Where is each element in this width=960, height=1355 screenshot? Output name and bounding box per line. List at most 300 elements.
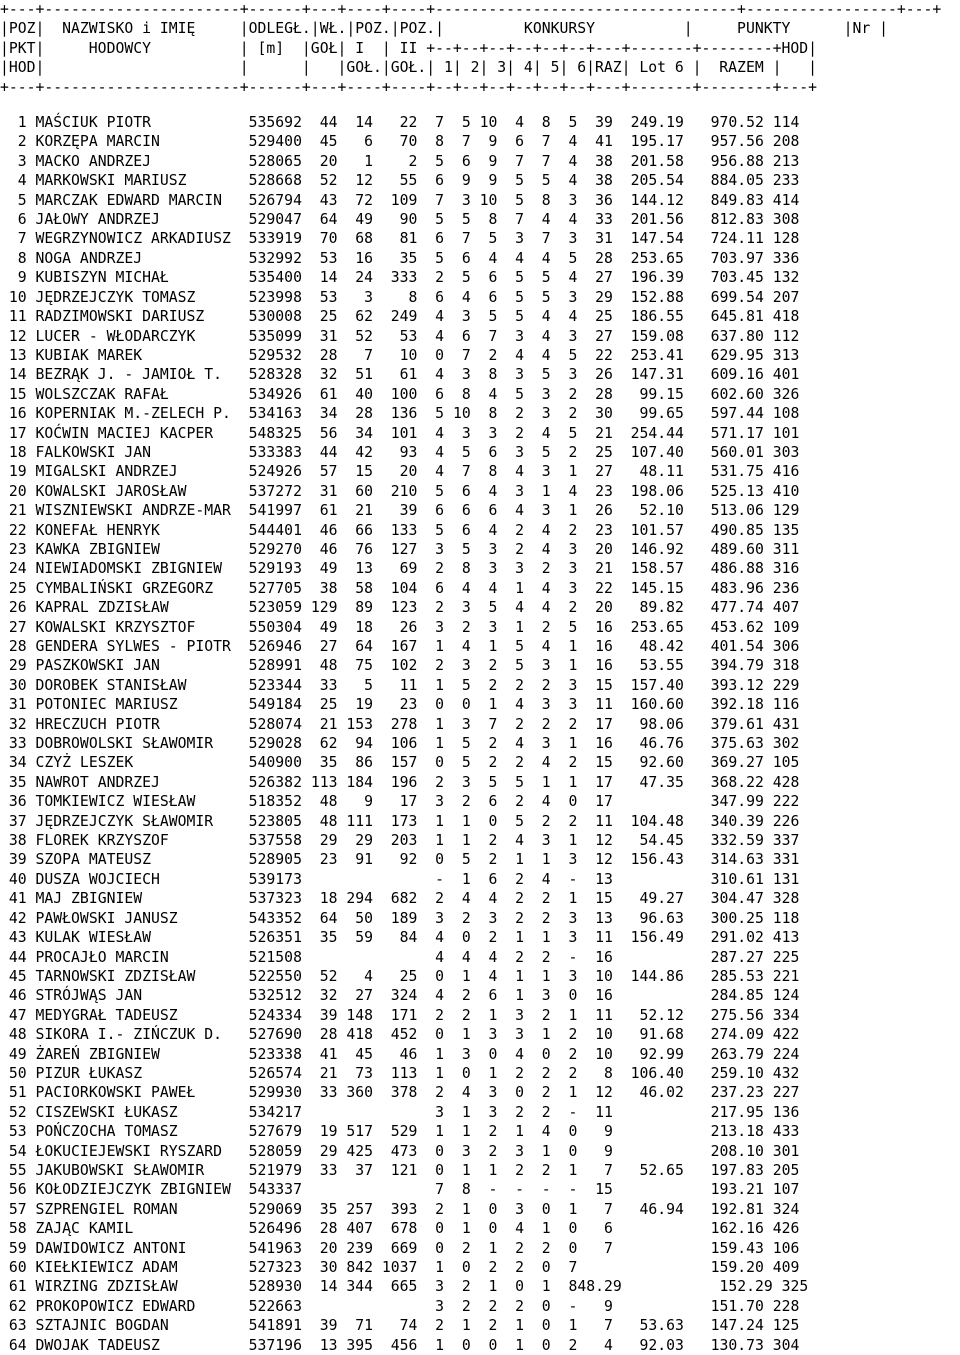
table-cell: 4 [0,172,36,190]
table-cell: 15 [577,890,613,908]
table-cell: 528991 [239,657,302,675]
table-cell: 560.01 [683,443,764,461]
table-cell: 522550 [239,967,302,985]
table-cell: 9 [470,133,498,151]
table-cell: 7 [337,346,374,364]
table-cell: 6 [417,230,445,248]
table-cell: 8 [470,463,498,481]
table-cell: 2 [470,735,498,753]
table-cell: 6 [417,288,445,306]
table-row [0,424,960,443]
table-cell: 5 [444,211,471,229]
breeder-name-cell: LUCER - WŁODARCZYK [35,327,240,345]
table-cell: 263.79 [683,1045,764,1063]
table-cell: 123 [373,599,418,617]
table-cell: 25 [301,696,338,714]
table-cell [302,1181,338,1198]
table-cell: 4 [497,1045,525,1063]
table-cell: 129 [763,502,800,520]
table-cell: 541997 [239,502,302,520]
table-cell: 3 [550,929,578,947]
table-cell: 524926 [239,463,302,481]
table-cell: 45 [337,1045,374,1063]
table-cell: 184 [337,773,374,791]
table-cell: 842 [337,1259,374,1276]
table-cell: 33 [0,735,36,753]
table-cell: 171 [373,1006,418,1024]
table-cell: 3 [497,1142,525,1160]
breeder-name-cell: DUSZA WOJCIECH [35,870,240,888]
table-cell: 4 [497,735,525,753]
table-cell: 7 [417,114,445,132]
breeder-name-cell: WEGRZYNOWICZ ARKADIUSZ [35,230,240,248]
table-cell [613,1220,684,1237]
table-cell: 529270 [239,540,302,558]
table-cell: 523344 [239,676,302,694]
table-cell: 173 [373,812,418,830]
table-cell: 1 [550,638,578,655]
table-cell: 5 [497,172,525,190]
breeder-name-cell: ŁOKUCIEJEWSKI RYSZARD [35,1142,240,1160]
table-cell: 393.12 [683,676,764,694]
table-cell: 1 [444,967,471,985]
table-cell: 158.57 [612,560,684,578]
table-cell: 10 [577,967,613,985]
table-cell: 4 [497,502,525,520]
table-cell: 75 [337,657,374,675]
table-cell: 4 [497,696,525,714]
table-cell: 4 [524,638,551,655]
table-cell: 543337 [239,1181,302,1199]
table-cell: 51 [0,1084,36,1102]
table-cell: 532992 [239,249,302,267]
table-cell: 28 [301,346,338,364]
table-cell [613,1143,684,1160]
table-cell: 35 [0,773,36,791]
table-cell: 2 [497,715,525,733]
table-cell: 2 [444,618,471,636]
table-cell: 3 [444,1045,471,1063]
table-cell: 3 [550,579,578,597]
breeder-name-cell: PAWŁOWSKI JANUSZ [35,909,240,927]
table-cell: 107.40 [612,443,684,461]
table-cell: 148 [337,1006,374,1024]
table-cell: 104 [373,579,418,597]
table-cell: 38 [577,172,613,190]
table-cell: 106 [763,1239,800,1257]
header-line: +---+----------------------+------+---+----+----+--+--+--+--+--+--+---+-------+--------+---+ [0,78,817,96]
table-cell: 2 [550,1026,578,1044]
table-cell: 699.54 [683,288,764,306]
table-cell: 5 [417,405,445,423]
table-cell: 64 [301,211,338,229]
table-row [0,1239,960,1258]
table-cell: 426 [763,1220,800,1238]
table-cell: 3 [444,657,471,675]
table-cell: 308 [763,211,800,229]
table-cell: 132 [763,269,800,287]
table-cell: 32 [301,987,338,1005]
table-cell: 5 [497,288,525,306]
table-cell: 483.96 [683,579,764,597]
table-cell: 52.10 [612,502,684,520]
table-cell: 23 [301,851,338,869]
table-cell: 6 [470,502,498,520]
table-cell: 1 [470,696,498,714]
table-cell: 1 [524,929,551,947]
table-cell: 18 [301,890,338,908]
table-cell: 1 [417,832,445,850]
table-cell: 1 [550,463,578,481]
table-cell: 2 [550,1336,578,1354]
table-row [0,715,960,734]
table-cell: 602.60 [683,385,764,403]
table-cell: 431 [763,715,800,733]
table-cell: 22 [373,114,418,132]
table-cell: 2 [497,870,525,888]
table-cell: 58 [337,579,374,597]
table-cell: 1 [524,482,551,500]
table-cell: 4 [417,366,445,384]
table-cell: 6 [444,521,471,539]
table-cell: 44 [301,114,338,132]
table-cell: 313 [763,346,800,364]
table-cell: 0 [417,696,445,714]
table-cell: 6 [417,502,445,520]
table-cell: 6 [417,172,445,190]
table-cell: 1 [497,1317,525,1335]
table-row [0,191,960,210]
table-cell: - [524,1181,551,1199]
table-cell: 301 [763,1142,800,1160]
table-cell: 93 [373,443,418,461]
table-cell: 6 [470,443,498,461]
table-row [0,1025,960,1044]
table-cell: 7 [524,230,551,248]
table-cell: 99.15 [612,385,684,403]
table-cell: 0 [550,1220,578,1238]
table-cell: 7 [577,1161,613,1179]
table-cell [337,1181,373,1198]
table-cell: 19 [337,696,374,714]
breeder-name-cell: WOLSZCZAK RAFAŁ [35,385,240,403]
table-cell [613,1240,684,1257]
table-cell: 6 [470,870,498,888]
table-cell: 25 [577,443,613,461]
table-cell: 3 [470,1103,498,1121]
breeder-name-cell: KOŁODZIEJCZYK ZBIGNIEW [35,1181,240,1199]
table-cell: 537196 [239,1336,302,1354]
table-cell: 66 [337,521,374,539]
table-cell: 229 [763,676,800,694]
table-cell: 7 [497,211,525,229]
table-cell: 27 [577,463,613,481]
table-cell: 224 [763,1045,800,1063]
table-cell: 2 [497,405,525,423]
table-cell: 0 [417,754,445,772]
table-cell: 513.06 [683,502,764,520]
breeder-name-cell: MEDYGRAŁ TADEUSZ [35,1006,240,1024]
table-row [0,249,960,268]
table-cell: 3 [550,230,578,248]
table-cell: 9 [470,152,498,170]
table-cell: 310.61 [683,870,764,888]
table-cell: 2 [497,1103,525,1121]
table-cell: 96.63 [612,909,684,927]
breeder-name-cell: CISZEWSKI ŁUKASZ [35,1103,240,1121]
table-cell [613,1104,684,1121]
table-cell: 5 [524,172,551,190]
table-cell: 2 [497,1239,525,1257]
table-cell: 6 [417,385,445,403]
table-cell: 1 [470,1239,498,1257]
table-cell: 4 [337,967,374,985]
table-cell: 14 [301,1278,338,1296]
table-cell: 28 [301,1220,338,1238]
table-cell: 39 [373,502,418,520]
table-row [0,385,960,404]
table-row [0,1142,960,1161]
table-cell: 3 [444,599,471,617]
table-cell: 16 [577,948,613,966]
table-cell: 8 [550,1278,578,1296]
table-cell: 104.48 [612,812,684,830]
table-cell: 5 [470,599,498,617]
table-cell [373,1181,417,1198]
table-cell: 597.44 [683,405,764,423]
table-cell: 4 [417,424,445,442]
table-cell: 31 [301,482,338,500]
table-cell: 527323 [239,1259,302,1276]
table-cell: 369.27 [683,754,764,772]
table-cell: 46.02 [612,1084,684,1102]
table-cell: 3 [550,366,578,384]
table-cell: 28 [0,638,36,655]
table-cell: 157.40 [612,676,684,694]
table-cell: 3 [497,1006,525,1024]
table-row [0,1316,960,1335]
table-cell: 3 [524,385,551,403]
table-cell: 0 [524,1200,551,1218]
table-cell: - [497,1181,525,1199]
table-cell: 33 [301,1084,338,1102]
table-cell: 526794 [239,191,302,209]
table-cell: 4 [524,327,551,345]
table-cell: 1 [444,1200,471,1218]
table-cell: 36 [577,191,613,209]
table-cell: 61 [301,502,338,520]
table-cell: 3 [417,909,445,927]
table-cell: 94 [337,735,374,753]
table-cell: 0 [550,793,578,811]
table-cell: 525.13 [683,482,764,500]
table-cell: 5 [470,230,498,248]
table-cell: 4 [497,346,525,364]
table-cell: 1 [417,715,445,733]
table-cell: 535692 [239,114,302,132]
breeder-name-cell: FLOREK KRZYSZOF [35,832,240,850]
table-cell: 195.17 [612,133,684,151]
table-cell [613,1259,684,1276]
table-cell: 147.54 [612,230,684,248]
table-cell: 4 [550,308,578,326]
table-cell: 528668 [239,172,302,190]
table-cell: 2 [417,599,445,617]
table-cell: 2 [470,1142,498,1160]
table-cell: 4 [417,929,445,947]
table-cell: 36 [0,793,36,811]
table-cell: 11 [577,929,613,947]
table-cell: 410 [763,482,800,500]
breeder-name-cell: POŃCZOCHA TOMASZ [35,1123,240,1141]
table-cell: 114 [763,114,800,132]
table-cell: 222 [763,793,800,811]
table-cell: 678 [373,1220,418,1238]
table-cell: 3 [550,288,578,306]
table-cell: 64 [0,1336,36,1354]
table-row [0,812,960,831]
table-cell: 2 [497,793,525,811]
table-cell: 528328 [239,366,302,384]
table-cell: 2 [497,521,525,539]
table-cell: 8 [373,288,418,306]
breeder-name-cell: PIZUR ŁUKASZ [35,1064,240,1082]
table-cell: 7 [577,1200,613,1218]
table-cell: 2 [497,1259,525,1276]
table-cell: 47.35 [612,773,684,791]
table-cell: 53 [0,1123,36,1141]
table-cell: 16 [337,249,374,267]
table-cell: 201.58 [612,152,684,170]
breeder-name-cell: KUBIAK MAREK [35,346,240,364]
table-cell: 38 [0,832,36,850]
breeder-name-cell: MAŚCIUK PIOTR [35,114,240,132]
table-cell: 609.16 [683,366,764,384]
table-cell: 210 [373,482,418,500]
table-cell: 118 [763,909,800,927]
table-cell: 35 [373,249,418,267]
table-cell: 0 [417,1026,445,1044]
table-cell: 56 [301,424,338,442]
table-row [0,443,960,462]
table-cell [302,1298,338,1315]
table-cell: 529028 [239,735,302,753]
table-cell: 347.99 [683,793,764,811]
table-row [0,462,960,481]
breeder-name-cell: SIKORA I.- ZIŃCZUK D. [35,1026,240,1044]
table-cell: 2 [470,1123,498,1141]
table-cell: 62 [0,1297,36,1315]
table-row [0,1180,960,1199]
table-cell: 360 [337,1084,374,1102]
table-cell: 2 [524,812,551,830]
table-cell: 956.88 [683,152,764,170]
table-cell: 136 [763,1103,800,1121]
table-cell: 23 [577,482,613,500]
table-row [0,1103,960,1122]
table-cell: 2 [550,812,578,830]
table-cell: 5 [524,269,551,287]
table-cell: 6 [444,502,471,520]
table-cell: 703.45 [683,269,764,287]
table-row [0,792,960,811]
table-cell: 53.55 [612,657,684,675]
table-row [0,656,960,675]
table-cell: 5 [417,482,445,500]
table-cell: 0 [444,1064,471,1082]
table-cell: 540900 [239,754,302,772]
table-cell: 1 [470,638,498,655]
table-cell: 2 [444,1278,471,1296]
table-cell: 414 [763,191,800,209]
table-cell: 1 [444,832,471,850]
table-cell: 53.63 [612,1317,684,1335]
table-cell: 198.06 [612,482,684,500]
table-cell: - [550,1297,578,1315]
table-cell: 884.05 [683,172,764,190]
table-cell: 0 [524,1045,551,1063]
table-cell: 57 [301,463,338,481]
table-cell: 129 [301,599,338,617]
table-cell: 37 [337,1161,374,1179]
table-cell: 91.68 [612,1026,684,1044]
table-cell [613,987,684,1004]
table-cell: 8 [417,133,445,151]
table-cell: 418 [763,308,800,326]
table-cell: 2 [497,1297,525,1315]
table-cell: 17 [577,773,613,791]
table-cell: 2 [550,715,578,733]
table-cell: 3 [417,793,445,811]
table-cell: 21 [337,502,374,520]
table-cell: 2 [550,1064,578,1082]
table-cell: 49 [337,211,374,229]
table-row [0,1336,960,1355]
table-cell: 32 [301,366,338,384]
table-cell: 3 [470,560,498,578]
table-row [0,598,960,617]
table-cell: 4 [470,482,498,500]
table-cell: 2 [550,1045,578,1063]
breeder-name-cell: JĘDRZEJCZYK SŁAWOMIR [35,812,240,830]
table-cell: 529193 [239,560,302,578]
table-cell: 4 [497,114,525,132]
table-cell: 433 [763,1123,800,1141]
table-row [0,753,960,772]
table-cell: 46 [373,1045,418,1063]
table-cell: 217.95 [683,1103,764,1121]
table-cell: 89 [337,599,374,617]
table-cell: 41 [301,1045,338,1063]
table-cell: 28 [577,385,613,403]
table-cell: 11 [373,676,418,694]
table-row [0,1083,960,1102]
table-row [0,1277,960,1296]
table-cell: 0 [470,1045,498,1063]
table-cell: 84 [373,929,418,947]
table-cell: 21 [0,502,36,520]
table-cell: 3 [550,909,578,927]
table-cell: 48.42 [612,638,684,655]
table-cell: 23 [373,696,418,714]
table-cell: 1 [444,1161,471,1179]
table-row [0,734,960,753]
table-cell: 16 [577,618,613,636]
table-cell: 151.70 [683,1297,764,1315]
table-cell: 393 [373,1200,418,1218]
table-cell: 9 [337,793,374,811]
table-cell: 2 [417,560,445,578]
